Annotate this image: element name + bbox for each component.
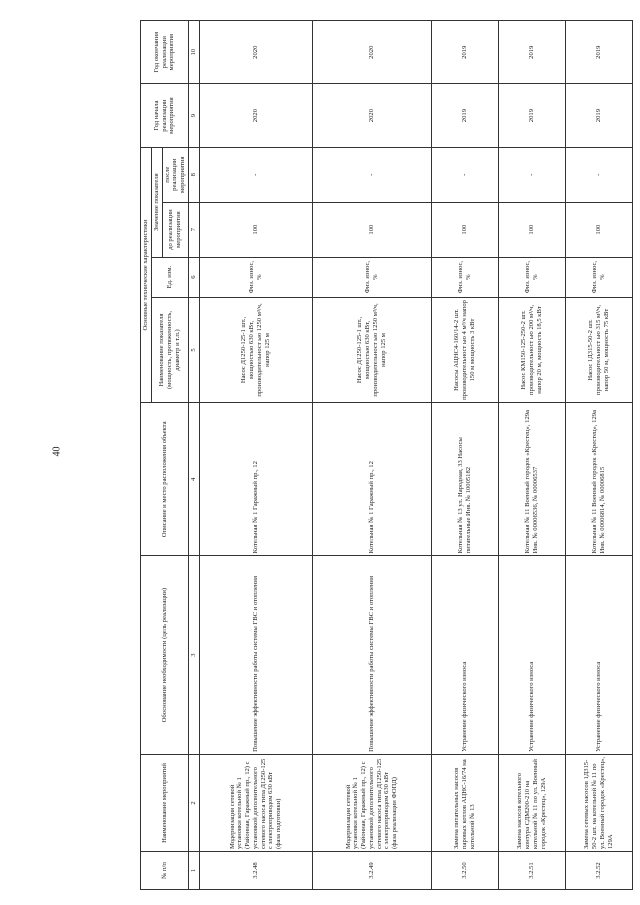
header-before: до реализации мероприятия (162, 202, 188, 257)
row-end-year: 2020 (312, 21, 431, 84)
row-after: - (565, 147, 632, 202)
header-no: № п/п (141, 852, 189, 890)
row-justification: Устранение физического износа (565, 556, 632, 755)
header-justification: Обоснование необходимости (цель реализации) (141, 556, 189, 755)
row-location: Котельная № 1 Гаражный пр., 12 (312, 403, 431, 556)
table-row (199, 21, 312, 890)
row-indicator: Насосы АЦНС4-160/14-2 шт. производительност ью 4 м³/ч напор 150 м мощность 3 кВт (431, 297, 498, 403)
row-after: - (431, 147, 498, 202)
row-name: Замена питательных насосов паровых котлов АЦНС-16/74 на котельной № 13 (431, 754, 498, 851)
row-name: Модернизация сетевой установки котельной № 1 (Районная, Гаражный пр., 12) с установкой дополнительного сетевого насоса типа Д1250-125 с электроприводом 630 кВт (фаза подготовки) (199, 754, 312, 851)
column-number: 5 (188, 297, 199, 403)
row-unit: Физ. износ, % (312, 257, 431, 297)
row-number: 3.2.48 (199, 852, 312, 890)
row-end-year: 2019 (431, 21, 498, 84)
row-start-year: 2020 (312, 84, 431, 147)
row-end-year: 2019 (565, 21, 632, 84)
row-end-year: 2020 (199, 21, 312, 84)
table-row (565, 21, 632, 890)
column-number: 8 (188, 147, 199, 202)
column-number: 10 (188, 21, 199, 84)
row-unit: Физ. износ, % (565, 257, 632, 297)
row-start-year: 2020 (199, 84, 312, 147)
column-number: 2 (188, 754, 199, 851)
row-before: 100 (498, 202, 565, 257)
row-unit: Физ. износ, % (199, 257, 312, 297)
header-end-year: Год окончания реализации мероприятия (141, 21, 189, 84)
row-name: Замена насосов котельного контура СДМ200-210 на котельной № 11 по ул. Военный городок «Крестец», 129А (498, 754, 565, 851)
table-row (498, 21, 565, 890)
row-indicator: Насос Д1250-125-1 шт., мощностью 630 кВт, производительност ью 1250 м³/ч, напор 125 м (199, 297, 312, 403)
row-number: 3.2.51 (498, 852, 565, 890)
row-after: - (498, 147, 565, 202)
row-end-year: 2019 (498, 21, 565, 84)
page-number: 40 (51, 446, 63, 457)
column-number: 4 (188, 403, 199, 556)
column-number: 9 (188, 84, 199, 147)
row-number: 3.2.49 (312, 852, 431, 890)
row-name: Замена сетевых насосов 1Д315-50-2 шт. на котельной № 11 по ул. Военный городок «Крестец», 129А (565, 754, 632, 851)
column-number: 7 (188, 202, 199, 257)
row-number: 3.2.50 (431, 852, 498, 890)
header-tech-group: Основные технические характеристики (141, 147, 152, 403)
row-indicator: Насос 1Д315-50-2 шт. производительност ью 315 м³/ч, напор 50 м, мощность 75 кВт (565, 297, 632, 403)
column-number-row (188, 21, 199, 890)
row-location: Котельная № 13 ул. Народная, 33 Насосы питательные Инв. № 10005182 (431, 403, 498, 556)
row-unit: Физ. износ, % (498, 257, 565, 297)
row-before: 100 (565, 202, 632, 257)
column-number: 3 (188, 556, 199, 755)
row-location: Котельная № 11 Военный городок «Крестец», 129а Инв. № 00006536, № 00006537 (498, 403, 565, 556)
row-justification: Устранение физического износа (498, 556, 565, 755)
header-indicator-name: Наименование показателя (мощность, протяженность, диаметр и т.п.) (151, 297, 188, 403)
row-justification: Устранение физического износа (431, 556, 498, 755)
column-number: 6 (188, 257, 199, 297)
column-number: 1 (188, 852, 199, 890)
header-location: Описание и место расположения объекта (141, 403, 189, 556)
row-location: Котельная № 11 Военный городок «Крестец», 129а Инв. № 00006814, № 00006815 (565, 403, 632, 556)
header-unit: Ед. изм. (151, 257, 188, 297)
header-after: после реализации мероприятия (162, 147, 188, 202)
row-indicator: Насос КМ150-125-250-2 шт. производительност ью 200 м³/ч, напор 20 м, мощность 18,5 кВт (498, 297, 565, 403)
row-justification: Повышение эффективности работы системы ГВС и отопления (199, 556, 312, 755)
row-location: Котельная № 1 Гаражный пр., 12 (199, 403, 312, 556)
row-justification: Повышение эффективности работы системы ГВС и отопления (312, 556, 431, 755)
header-values-group: Значение показателя (151, 147, 162, 257)
row-after: - (199, 147, 312, 202)
row-name: Модернизация сетевой установки котельной № 1 (Районная, Гаражный пр., 12) с установкой дополнительного сетевого насоса типа Д1250-125 с электроприводом 630 кВт (фаза реализации ФОПД) (312, 754, 431, 851)
header-start-year: Год начала реализации мероприятия (141, 84, 189, 147)
measures-table (140, 20, 633, 890)
table-row (431, 21, 498, 890)
header-name: Наименование мероприятий (141, 754, 189, 851)
row-after: - (312, 147, 431, 202)
row-number: 3.2.52 (565, 852, 632, 890)
row-start-year: 2019 (565, 84, 632, 147)
row-start-year: 2019 (498, 84, 565, 147)
rotated-page-content (140, 20, 640, 890)
row-before: 100 (199, 202, 312, 257)
row-before: 100 (431, 202, 498, 257)
table-row (312, 21, 431, 890)
row-indicator: Насос Д1250-125-1 шт., мощностью 630 кВт, производительност ью 1250 м³/ч, напор 125 м (312, 297, 431, 403)
row-unit: Физ. износ, % (431, 257, 498, 297)
row-before: 100 (312, 202, 431, 257)
row-start-year: 2019 (431, 84, 498, 147)
